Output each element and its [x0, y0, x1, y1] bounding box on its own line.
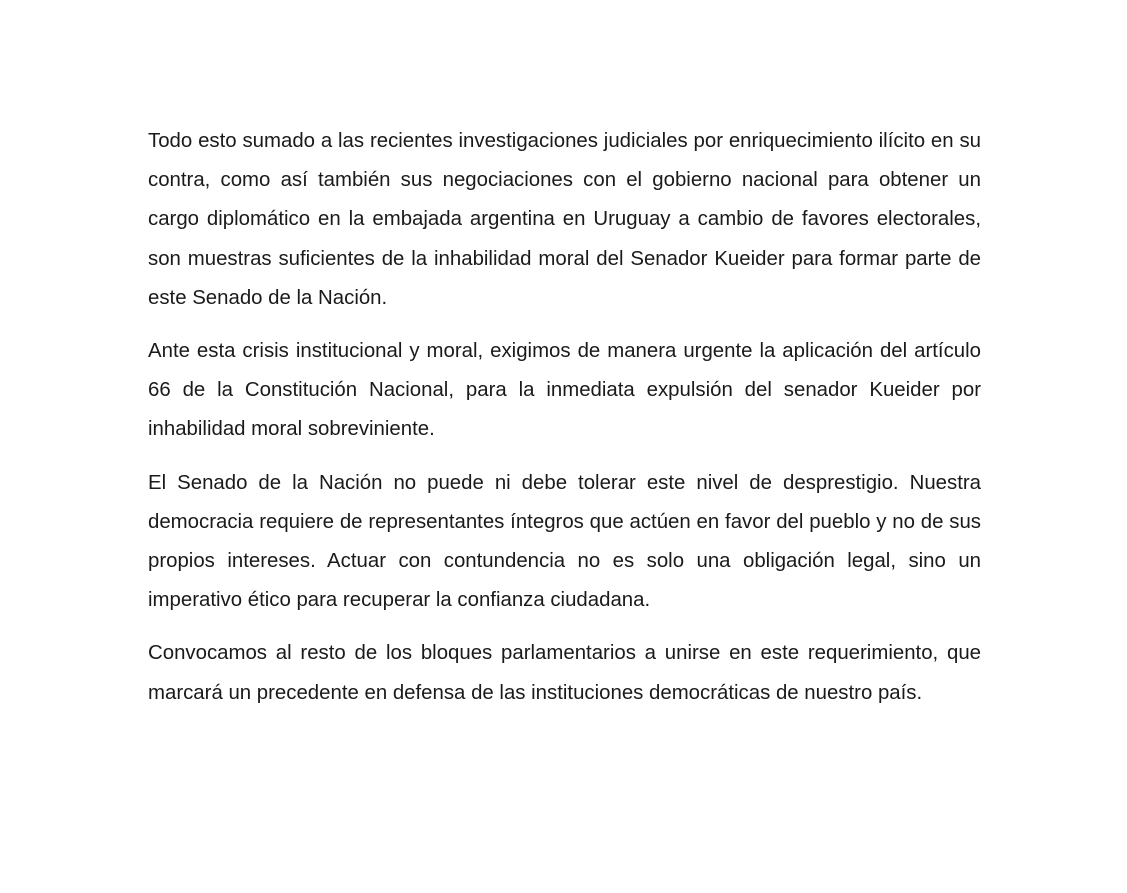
- paragraph-1: Todo esto sumado a las recientes investigaciones judiciales por enriquecimiento ilícito en su contra, como así también sus negociaciones con el gobierno nacional para obtener un cargo diplomático en la embajada argentina en Uruguay a cambio de favores electorales, son muestras suficientes de la inhabilidad moral del Senador Kueider para formar parte de este Senado de la Nación.: [148, 130, 981, 309]
- document-body: [148, 122, 981, 713]
- paragraph-4: Convocamos al resto de los bloques parlamentarios a unirse en este requerimiento, que marcará un precedente en defensa de las instituciones democráticas de nuestro país.: [148, 642, 981, 704]
- paragraph-2: Ante esta crisis institucional y moral, exigimos de manera urgente la aplicación del artículo 66 de la Constitución Nacional, para la inmediata expulsión del senador Kueider por inhabilidad moral sobreviniente.: [148, 340, 981, 441]
- paragraph-3: El Senado de la Nación no puede ni debe tolerar este nivel de desprestigio. Nuestra democracia requiere de representantes íntegros que actúen en favor del pueblo y no de sus propios intereses. Actuar con contundencia no es solo una obligación legal, sino un imperativo ético para recuperar la confianza ciudadana.: [148, 471, 981, 612]
